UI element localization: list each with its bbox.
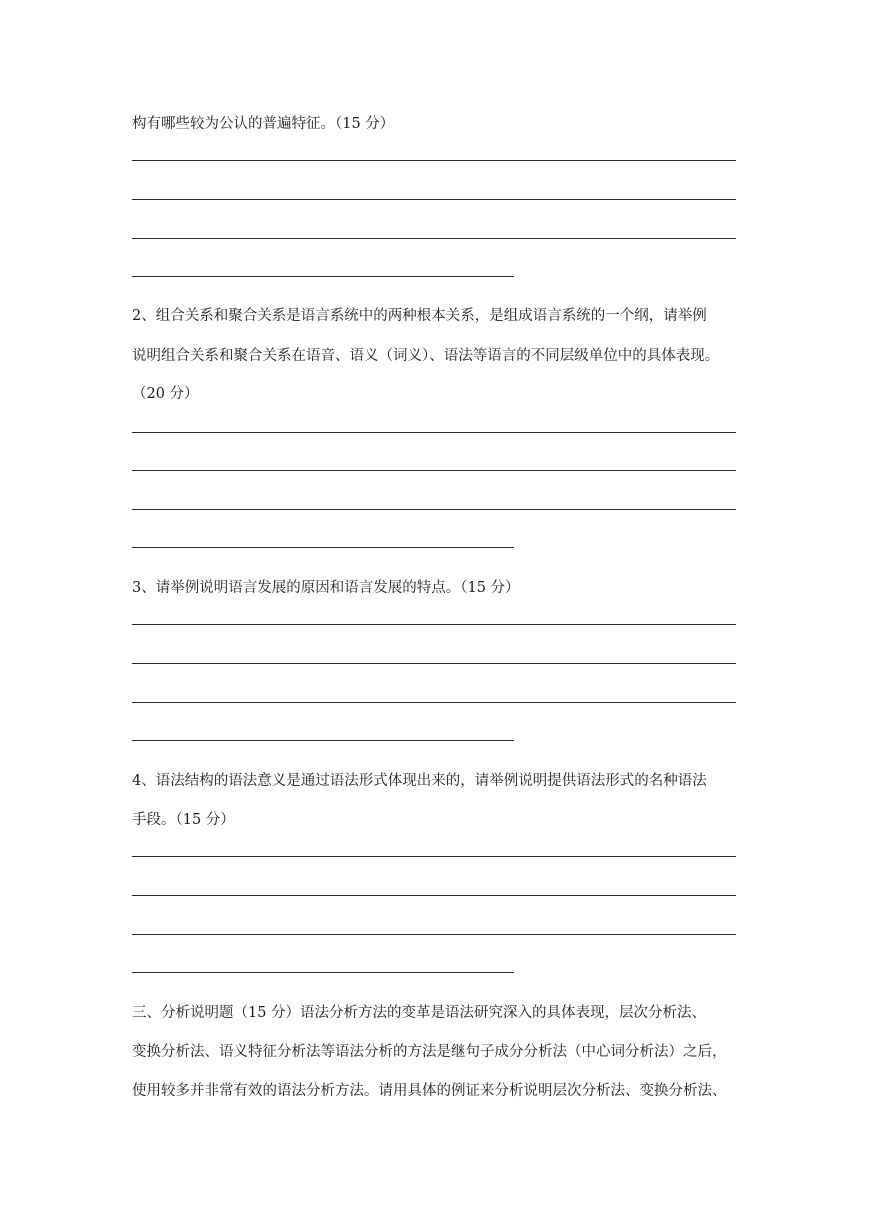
answer-line-short xyxy=(132,276,514,277)
question-3-text: 3、请举例说明语言发展的原因和语言发展的特点。（15 分） xyxy=(132,580,520,596)
answer-line xyxy=(132,199,736,200)
answer-line-short xyxy=(132,547,514,548)
answer-line xyxy=(132,470,736,471)
question-4-line-2: 手段。（15 分） xyxy=(132,812,235,828)
question-1-text-tail: 构有哪些较为公认的普遍特征。（15 分） xyxy=(132,116,395,132)
answer-line xyxy=(132,160,736,161)
answer-line xyxy=(132,702,736,703)
answer-line-short xyxy=(132,740,514,741)
question-2-line-3: （20 分） xyxy=(132,386,199,402)
question-2-line-1: 2、组合关系和聚合关系是语言系统中的两种根本关系，是组成语言系统的一个纲，请举例 xyxy=(132,308,707,324)
question-2-line-2: 说明组合关系和聚合关系在语音、语义（词义）、语法等语言的不同层级单位中的具体表现。 xyxy=(132,348,720,364)
answer-line xyxy=(132,934,736,935)
answer-line xyxy=(132,624,736,625)
section-3-line-1: 三、分析说明题（15 分）语法分析方法的变革是语法研究深入的具体表现，层次分析法、 xyxy=(132,1005,707,1021)
answer-line xyxy=(132,238,736,239)
answer-line xyxy=(132,509,736,510)
answer-line xyxy=(132,856,736,857)
answer-line-short xyxy=(132,972,514,973)
section-3-line-2: 变换分析法、语义特征分析法等语法分析的方法是继句子成分分析法（中心词分析法）之后， xyxy=(132,1044,727,1060)
answer-line xyxy=(132,432,736,433)
answer-line xyxy=(132,895,736,896)
section-3-line-3: 使用较多并非常有效的语法分析方法。请用具体的例证来分析说明层次分析法、变换分析法、 xyxy=(132,1083,727,1099)
question-4-line-1: 4、语法结构的语法意义是通过语法形式体现出来的，请举例说明提供语法形式的名种语法 xyxy=(132,773,707,789)
answer-line xyxy=(132,663,736,664)
